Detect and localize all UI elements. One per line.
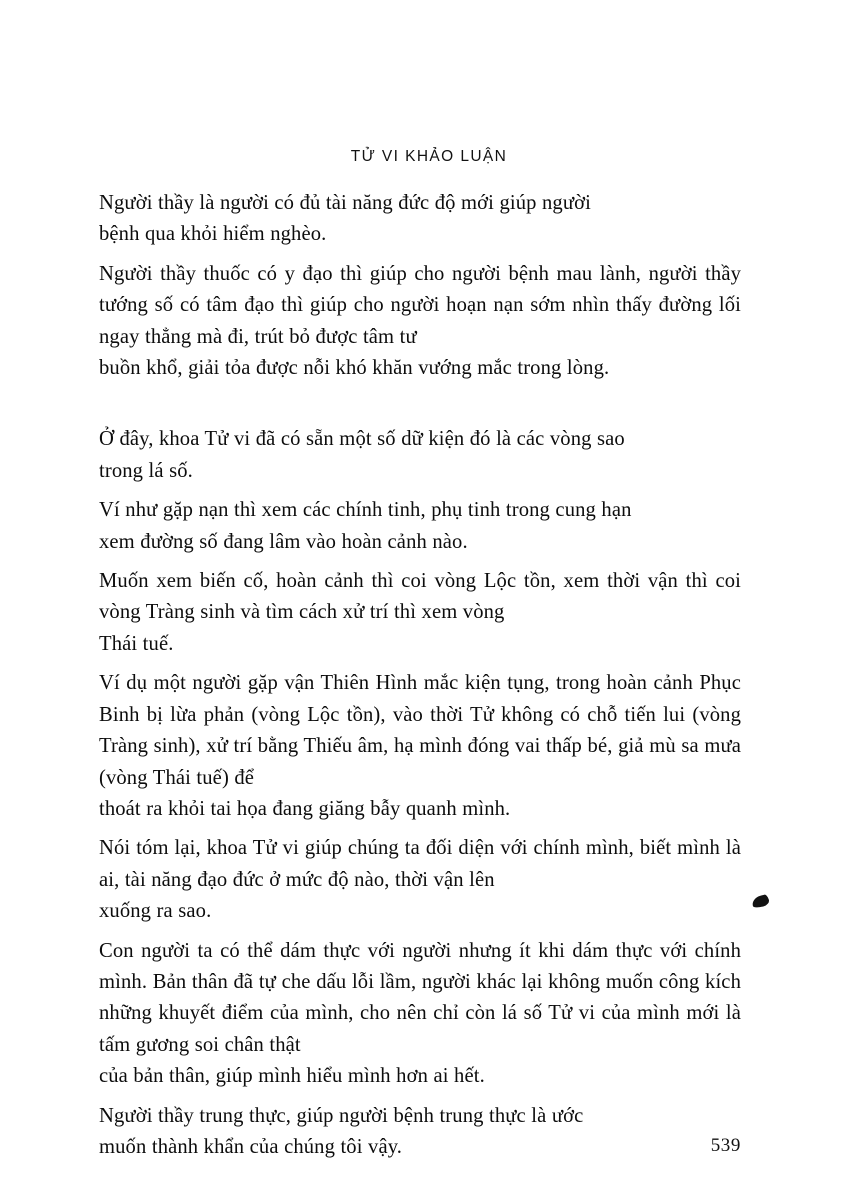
paragraph-body: Nói tóm lại, khoa Tử vi giúp chúng ta đối diện với chính mình, biết mình là ai, tài năng đạo đức ở mức độ nào, thời vận lên (99, 837, 741, 891)
paragraph-last-line: bệnh qua khỏi hiểm nghèo. (99, 223, 327, 246)
paragraph (99, 495, 741, 558)
paragraph-body: Ở đây, khoa Tử vi đã có sẵn một số dữ kiện đó là các vòng sao (99, 428, 625, 451)
paragraph-body: Người thầy thuốc có y đạo thì giúp cho người bệnh mau lành, người thầy tướng số có tâm đạo thì giúp cho người hoạn nạn sớm nhìn thấy đường lối ngay thẳng mà đi, trút bỏ được tâm tư (99, 262, 741, 348)
paragraph (99, 936, 741, 1093)
paragraph-last-line: xuống ra sao. (99, 900, 212, 923)
paragraph-body: Muốn xem biến cố, hoàn cảnh thì coi vòng Lộc tồn, xem thời vận thì coi vòng Tràng sinh và tìm cách xử trí thì xem vòng (99, 570, 741, 624)
paragraph (99, 566, 741, 660)
paragraph-last-line: Thái tuế. (99, 632, 174, 655)
paragraph-body: Ví dụ một người gặp vận Thiên Hình mắc kiện tụng, trong hoàn cảnh Phục Binh bị lừa phản (vòng Lộc tồn), vào thời Tử không có chỗ tiến lui (vòng Tràng sinh), xử trí bằng Thiếu âm, hạ mình đóng vai thấp bé, giả mù sa mưa (vòng Thái tuế) để (99, 672, 741, 789)
paragraph-body: Người thầy trung thực, giúp người bệnh trung thực là ước (99, 1104, 584, 1127)
text-column (99, 188, 741, 1163)
paragraph-last-line: của bản thân, giúp mình hiểu mình hơn ai hết. (99, 1065, 485, 1088)
paragraph (99, 1101, 741, 1164)
paragraph (99, 259, 741, 385)
paragraph-last-line: trong lá số. (99, 459, 193, 482)
paragraph-body: Ví như gặp nạn thì xem các chính tinh, phụ tinh trong cung hạn (99, 499, 632, 522)
paragraph (99, 188, 741, 251)
ink-blot-artifact (751, 894, 770, 909)
page-number: 539 (710, 1135, 741, 1156)
paragraph (99, 833, 741, 927)
paragraph-body: Con người ta có thể dám thực với người nhưng ít khi dám thực với chính mình. Bản thân đã tự che dấu lỗi lầm, người khác lại không muốn công kích những khuyết điểm của mình, cho nên chỉ còn lá số Tử vi của mình mới là tấm gương soi chân thật (99, 939, 741, 1056)
paragraph (99, 668, 741, 825)
paragraph-last-line: muốn thành khẩn của chúng tôi vậy. (99, 1135, 403, 1158)
running-header: TỬ VI KHẢO LUẬN (350, 148, 508, 165)
paragraph-last-line: xem đường số đang lâm vào hoàn cảnh nào. (99, 530, 468, 553)
paragraph (99, 424, 741, 487)
paragraph-last-line: thoát ra khỏi tai họa đang giăng bẫy quanh mình. (99, 797, 511, 820)
paragraph-body: Người thầy là người có đủ tài năng đức độ mới giúp người (99, 192, 591, 214)
paragraph-last-line: buồn khổ, giải tỏa được nỗi khó khăn vướng mắc trong lòng. (99, 357, 610, 380)
